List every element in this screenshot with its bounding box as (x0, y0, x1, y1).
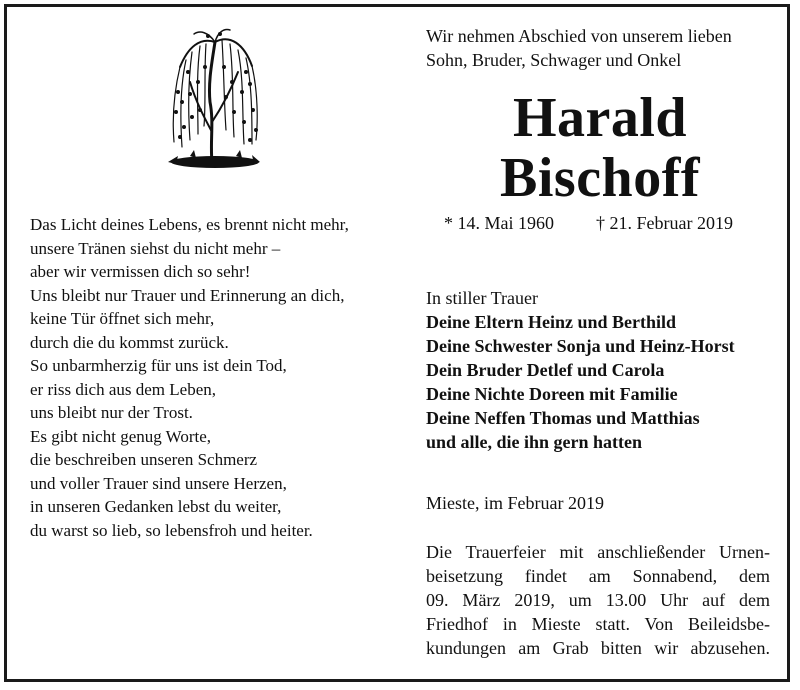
mourners (426, 286, 786, 454)
poem-line: durch die du kommst zurück. (30, 332, 229, 352)
intro-text (426, 24, 786, 72)
funeral-line: Die Trauerfeier mit anschließender Urnen- (426, 542, 770, 562)
funeral-line: Friedhof in Mieste statt. Von Beileidsbe- (426, 614, 770, 634)
place-date: Mieste, im Februar 2019 (426, 493, 604, 513)
mourner-line: Deine Neffen Thomas und Matthias (426, 408, 700, 428)
poem-line: die beschreiben unseren Schmerz (30, 450, 258, 469)
funeral-info (426, 540, 770, 660)
birth-date: * 14. Mai 1960 (444, 213, 554, 233)
poem-line: keine Tür öffnet sich mehr, (30, 309, 215, 328)
deceased-last-name: Bischoff (500, 147, 700, 209)
death-date: † 21. Februar 2019 (596, 213, 733, 233)
poem-line: er riss dich aus dem Leben, (30, 379, 216, 399)
funeral-line: 09. März 2019, um 13.00 Uhr auf dem (426, 590, 770, 610)
poem-line: du warst so lieb, so lebensfroh und heiter. (30, 520, 313, 540)
mourner-line: Deine Schwester Sonja und Heinz-Horst (426, 336, 735, 356)
deceased-first-name: Harald (512, 87, 688, 149)
poem (30, 213, 410, 542)
poem-line: in unseren Gedanken lebst du weiter, (30, 497, 282, 516)
intro-line: Sohn, Bruder, Schwager und Onkel (426, 50, 682, 70)
poem-line: unsere Tränen siehst du nicht mehr – (30, 238, 281, 258)
poem-line: und voller Trauer sind unsere Herzen, (30, 473, 287, 493)
funeral-line: beisetzung findet am Sonnabend, dem (426, 566, 770, 586)
mourner-line: Deine Eltern Heinz und Berthild (426, 312, 677, 332)
poem-line: Das Licht deines Lebens, es brennt nicht mehr, (30, 215, 349, 234)
willow-tree-icon (160, 22, 270, 172)
mourner-line: Dein Bruder Detlef und Carola (426, 360, 665, 380)
poem-line: Es gibt nicht genug Worte, (30, 426, 212, 446)
intro-line: Wir nehmen Abschied von unserem lieben (426, 26, 732, 46)
mourners-intro: In stiller Trauer (426, 288, 538, 308)
poem-line: uns bleibt nur der Trost. (30, 403, 193, 422)
funeral-line: kundungen am Grab bitten wir abzusehen. (426, 638, 770, 658)
poem-line: So unbarmherzig für uns ist dein Tod, (30, 356, 287, 375)
mourner-line: Deine Nichte Doreen mit Familie (426, 384, 678, 404)
poem-line: Uns bleibt nur Trauer und Erinnerung an dich, (30, 285, 345, 305)
poem-line: aber wir vermissen dich so sehr! (30, 262, 251, 281)
mourner-line: und alle, die ihn gern hatten (426, 432, 643, 452)
